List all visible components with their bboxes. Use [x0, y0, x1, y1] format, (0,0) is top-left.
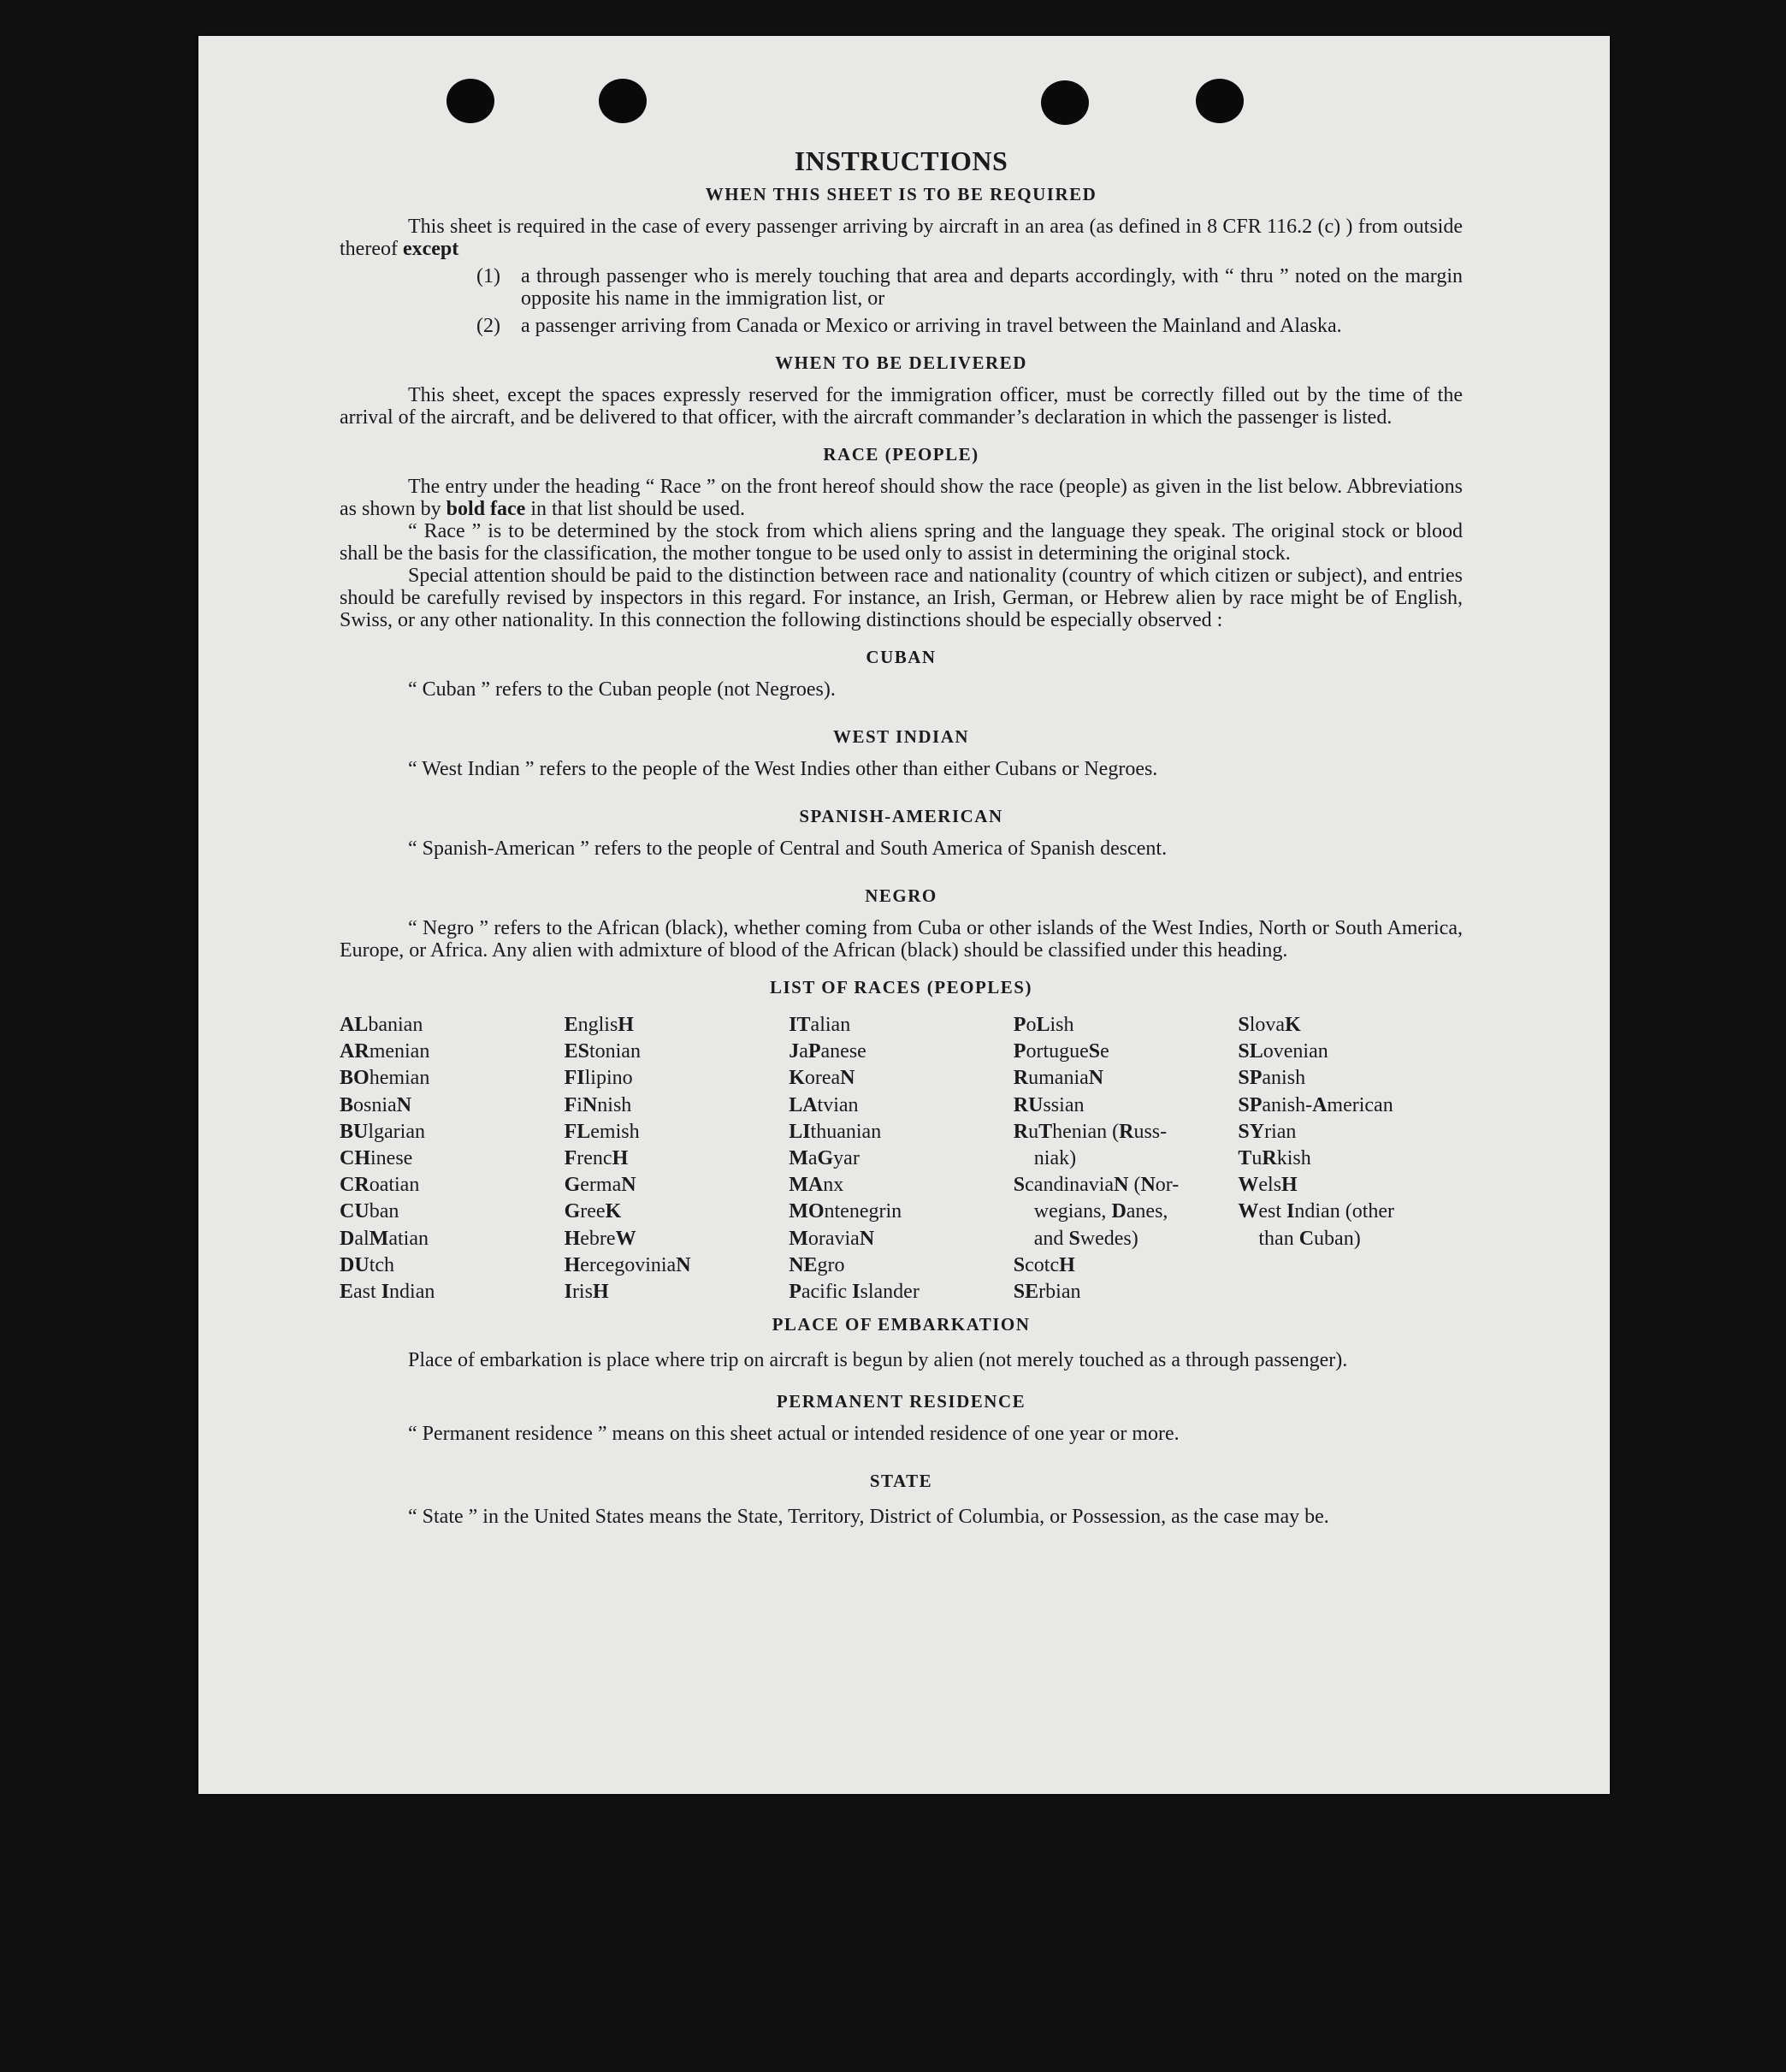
delivered-text: This sheet, except the spaces expressly reserved for the immigration officer, must be correctly filled out by the time of the arrival of the aircraft, and be delivered to that officer, with the aircraft commander’s declaration in which the passenger is listed. [340, 384, 1463, 429]
required-intro: This sheet is required in the case of every passenger arriving by aircraft in an area (as defined in 8 CFR 116.2 (c) ) from outside thereof except [340, 216, 1463, 260]
section-heading-race: RACE (PEOPLE) [823, 444, 979, 465]
race-entry: DalMatian [340, 1227, 429, 1250]
races-column [789, 1012, 1014, 1305]
instructions-body [340, 145, 1463, 1532]
state-text: “ State ” in the United States means the State, Territory, District of Columbia, or Possession, as the case may be. [408, 1506, 1329, 1529]
exception-item: (1) a through passenger who is merely touching that area and departs accordingly, with “ thru ” noted on the margin opposite his name in the immigration list, or [476, 265, 1463, 310]
section-heading-residence: PERMANENT RESIDENCE [776, 1391, 1026, 1412]
race-entry: than Cuban) [1258, 1227, 1361, 1250]
race-entry: ScotcH [1013, 1253, 1075, 1276]
races-column [1014, 1012, 1239, 1305]
race-entry: SYrian [1238, 1120, 1297, 1143]
race-entry: TuRkish [1238, 1147, 1311, 1170]
section-heading-embarkation: PLACE OF EMBARKATION [772, 1314, 1031, 1335]
race-entry: IrisH [564, 1281, 609, 1304]
race-entry: BUlgarian [340, 1120, 425, 1143]
race-entry: FrencH [564, 1147, 629, 1170]
race-entry: WelsH [1238, 1174, 1298, 1197]
section-heading-state: STATE [869, 1471, 933, 1492]
race-entry: FiNnish [564, 1093, 632, 1116]
section-heading-required: WHEN THIS SHEET IS TO BE REQUIRED [705, 184, 1097, 204]
section-heading-west-indian: WEST INDIAN [832, 726, 970, 747]
race-entry: East Indian [340, 1281, 435, 1304]
race-paragraph-1: The entry under the heading “ Race ” on the front hereof should show the race (people) as given in the list below. Abbreviations as shown by bold face in that list should be used. [340, 476, 1463, 520]
race-entry: SPanish-American [1238, 1093, 1393, 1116]
race-entry: NEgro [789, 1253, 845, 1276]
race-entry: PoLish [1013, 1014, 1074, 1036]
exception-item: (2) a passenger arriving from Canada or Mexico or arriving in travel between the Mainland and Alaska. [476, 315, 1342, 337]
race-entry: SPanish [1238, 1067, 1306, 1090]
section-heading-races-list: LIST OF RACES (PEOPLES) [770, 977, 1032, 998]
section-heading-spanish-american: SPANISH-AMERICAN [799, 806, 1003, 826]
race-entry: HercegoviniaN [564, 1253, 691, 1276]
negro-text: “ Negro ” refers to the African (black), whether coming from Cuba or other islands of the West Indies, North or South America, Europe, or Africa. Any alien with admixture of blood of the African (black) should be classified under this heading. [340, 917, 1463, 962]
punch-hole [1041, 80, 1089, 125]
race-paragraph-2: “ Race ” is to be determined by the stock from which aliens spring and the language they speak. The original stock or blood shall be the basis for the classification, the mother tongue to be used only to assist in determining the original stock. [340, 520, 1463, 565]
punch-hole [1196, 79, 1244, 123]
residence-text: “ Permanent residence ” means on this sheet actual or intended residence of one year or more. [408, 1423, 1180, 1446]
race-paragraph-3: Special attention should be paid to the distinction between race and nationality (country of which citizen or subject), and entries should be carefully revised by inspectors in this regard. For instance, an Irish, German, or Hebrew alien by race might be of English, Swiss, or any other nationality. In this connection the following distinctions should be especially observed : [340, 565, 1463, 631]
punch-hole [599, 79, 647, 123]
cuban-text: “ Cuban ” refers to the Cuban people (not Negroes). [408, 678, 836, 701]
race-entry: GermaN [564, 1174, 636, 1197]
race-entry: FIlipino [564, 1067, 633, 1090]
west-indian-text: “ West Indian ” refers to the people of the West Indies other than either Cubans or Negroes. [408, 758, 1158, 780]
section-heading-cuban: CUBAN [866, 647, 937, 667]
document-page [198, 36, 1610, 1794]
race-entry: SLovenian [1238, 1040, 1328, 1063]
races-column [565, 1012, 790, 1305]
races-column [340, 1012, 565, 1305]
race-entry: EStonian [564, 1040, 641, 1063]
race-entry: CUban [340, 1200, 399, 1223]
race-entry: LIthuanian [789, 1120, 882, 1143]
race-entry: SErbian [1013, 1281, 1081, 1304]
race-entry: niak) [1033, 1147, 1077, 1170]
race-entry: EnglisH [564, 1014, 634, 1036]
race-entry: West Indian (other [1238, 1200, 1395, 1223]
race-entry: MaGyar [789, 1147, 860, 1170]
race-entry: ALbanian [340, 1014, 423, 1036]
race-entry: KoreaN [789, 1067, 855, 1090]
race-entry: FLemish [564, 1120, 640, 1143]
race-entry: DUtch [340, 1253, 395, 1276]
except-bold: except [402, 238, 459, 260]
race-entry: RuThenian (Russ- [1013, 1120, 1168, 1143]
race-entry: SlovaK [1238, 1014, 1301, 1036]
punch-hole [446, 79, 494, 123]
section-heading-negro: NEGRO [865, 885, 937, 906]
embarkation-text: Place of embarkation is place where trip on aircraft is begun by alien (not merely touched as a through passenger). [408, 1349, 1348, 1372]
races-column [1238, 1012, 1463, 1305]
section-heading-delivered: WHEN TO BE DELIVERED [775, 352, 1027, 373]
race-entry: wegians, Danes, [1033, 1200, 1168, 1223]
race-entry: RUssian [1013, 1093, 1085, 1116]
race-entry: MOntenegrin [789, 1200, 902, 1223]
race-entry: JaPanese [789, 1040, 866, 1063]
race-entry: GreeK [564, 1200, 622, 1223]
race-entry: HebreW [564, 1227, 636, 1250]
race-entry: MAnx [789, 1174, 844, 1197]
race-entry: LAtvian [789, 1093, 859, 1116]
race-entry: CRoatian [340, 1174, 420, 1197]
race-entry: ARmenian [340, 1040, 430, 1063]
race-entry: CHinese [340, 1147, 413, 1170]
race-entry: ScandinaviaN (Nor- [1013, 1174, 1180, 1197]
race-entry: PortugueSe [1013, 1040, 1109, 1063]
spanish-american-text: “ Spanish-American ” refers to the people of Central and South America of Spanish descent. [408, 838, 1168, 860]
race-entry: MoraviaN [789, 1227, 875, 1250]
page-title: INSTRUCTIONS [794, 145, 1008, 176]
race-entry: Pacific Islander [789, 1281, 920, 1304]
race-entry: ITalian [789, 1014, 851, 1036]
race-entry: and Swedes) [1033, 1227, 1138, 1250]
race-entry: RumaniaN [1013, 1067, 1104, 1090]
races-table [340, 1012, 1463, 1305]
race-entry: BosniaN [340, 1093, 412, 1116]
race-entry: BOhemian [340, 1067, 430, 1090]
